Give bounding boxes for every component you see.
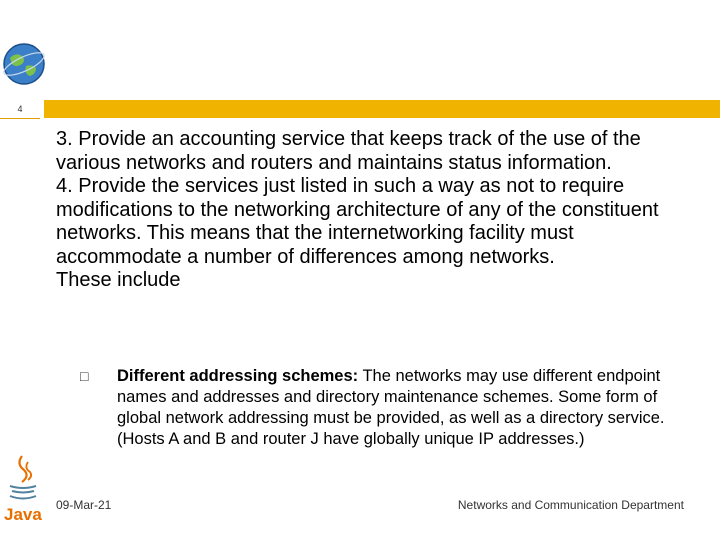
bullet-text (117, 366, 700, 450)
footer-department: Networks and Communication Department (457, 498, 684, 512)
slide-number: 4 (0, 100, 40, 119)
bullet-heading: Different addressing schemes: (117, 367, 359, 385)
globe-logo-icon (0, 40, 48, 88)
footer-date: 09-Mar-21 (56, 498, 112, 512)
java-logo-icon (2, 452, 44, 526)
bullet-marker-icon: □ (80, 368, 89, 384)
header-accent-bar (44, 100, 720, 118)
slide-body (56, 128, 696, 293)
paragraph-4-text: Provide the services just listed in such a way as not to require modifications to the networking architecture of any of the constituent networks. This means that the internetworking facility must accommodate a number of differences among networks. (56, 175, 659, 268)
bullet-item (80, 366, 700, 450)
paragraph-4 (56, 175, 696, 269)
intro-line: These include (56, 269, 181, 291)
paragraph-3-text: Provide an accounting service that keeps track of the use of the various networks and routers and maintains status information. (56, 128, 641, 174)
paragraph-4-number: 4. (56, 175, 73, 197)
bullet-body: The networks may use different endpoint names and addresses and directory maintenance schemes. Some form of global network addressing must be provided, as well as a directory service. (Hosts A and B and router J have globally unique IP addresses.) (117, 367, 665, 448)
java-logo-text: Java (4, 505, 42, 524)
paragraph-3-number: 3. (56, 128, 73, 150)
paragraph-3 (56, 128, 696, 175)
